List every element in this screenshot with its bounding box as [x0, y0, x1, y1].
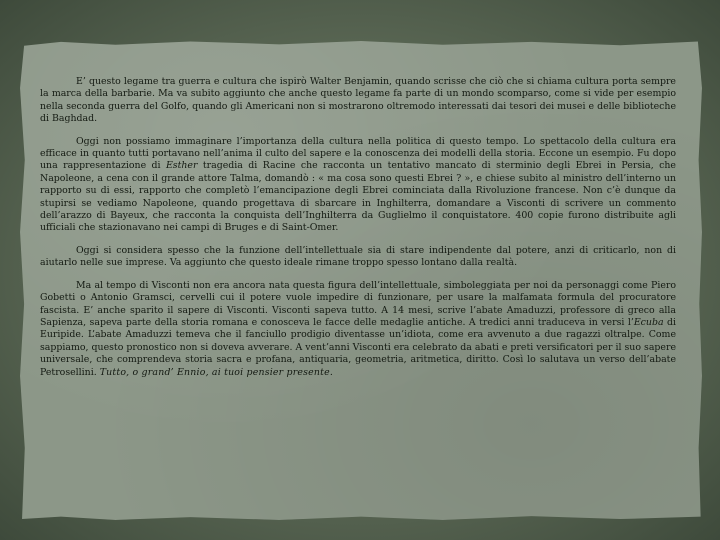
paragraph-4 — [40, 280, 676, 379]
paragraph-2 — [40, 136, 676, 235]
paragraph-3-text: Oggi si considera spesso che la funzione dell’intellettuale sia di stare indipendente dal potere, anzi di criticarlo, non di aiutarlo nelle sue imprese. Va aggiunto che questo ideale rimane troppo spesso lontano dalla realtà. — [40, 244, 676, 269]
paragraph-2-text-b: tragedia di Racine che racconta un tentativo mancato di sterminio degli Ebrei in Persia, che Napoleone, a cena con il grande attore Talma, domandò : « ma cosa sono questi Ebrei ? », e chiese subito al ministro dell’interno un rapporto su di essi, rapporto che completò l’emancipazione degli Ebrei cominciata dalla Rivoluzione francese. Non c’è dunque da stupirsi se vediamo Napoleone, quando progettava di sbarcare in Inghilterra, domandare a Visconti di scrivere un commento dell’arazzo di Bayeux, che racconta la conquista dell’Inghilterra da Guglielmo il conquistatore. 400 copie furono distribuite agli ufficiali che stazionavano nei campi di Bruges e di Saint-Omer. — [40, 160, 676, 234]
paragraph-1 — [40, 76, 676, 126]
paragraph-1-text: E’ questo legame tra guerra e cultura che ispirò Walter Benjamin, quando scrisse che ciò che si chiama cultura porta sempre la marca della barbarie. Ma va subito aggiunto che anche questo legame fa parte di un mondo scomparso, come si vide per esempio nella seconda guerra del Golfo, quando gli Americani non si mostrarono oltremodo interessati dai tesori dei musei e delle biblioteche di Baghdad. — [40, 76, 676, 125]
esther-title: Esther — [165, 160, 198, 172]
paragraph-3 — [40, 245, 676, 270]
paragraph-4-text-b: di Euripide. L’abate Amaduzzi temeva che il fanciullo prodigio diventasse un’idiota, come era avvenuto a due ragazzi oltralpe. Come sappiamo, questo pronostico non si doveva avverare. A vent’anni Visconti era celebrato da abati e preti versificatori per il suo sapere universale, che comprendeva storia sacra e profana, antiquaria, geometria, aritmetica, diritto. Così lo salutava un verso dell’abate Petrosellini. — [40, 316, 676, 378]
paragraph-2-text-a: Oggi non possiamo immaginare l’importanza della cultura nella politica di questo tempo. Lo spettacolo della cultura era efficace in quanto tutti portavano nell’anima il culto del sapere e la conoscenza dei modelli della storia. Eccone un esempio. Fu dopo una rappresentazione di — [40, 135, 676, 172]
document-body — [40, 76, 676, 389]
ecuba-title: Ecuba — [633, 316, 664, 328]
paragraph-4-text-a: Ma al tempo di Visconti non era ancora nata questa figura dell’intellettuale, simboleggiata per noi da personaggi come Piero Gobetti o Antonio Gramsci, cervelli cui il potere vuole impedire di funzionare, per usare la malfamata formula del procuratore fascista. E’ anche sparito il sapere di Visconti. Visconti sapeva tutto. A 14 mesi, scrive l’abate Amaduzzi, professore di greco alla Sapienza, sapeva parte della storia romana e conosceva le facce delle medaglie antiche. A tredici anni traduceva in versi l’ — [40, 279, 676, 328]
closing-verse: Tutto, o grand’ Ennio, ai tuoi pensier presente. — [99, 366, 334, 378]
